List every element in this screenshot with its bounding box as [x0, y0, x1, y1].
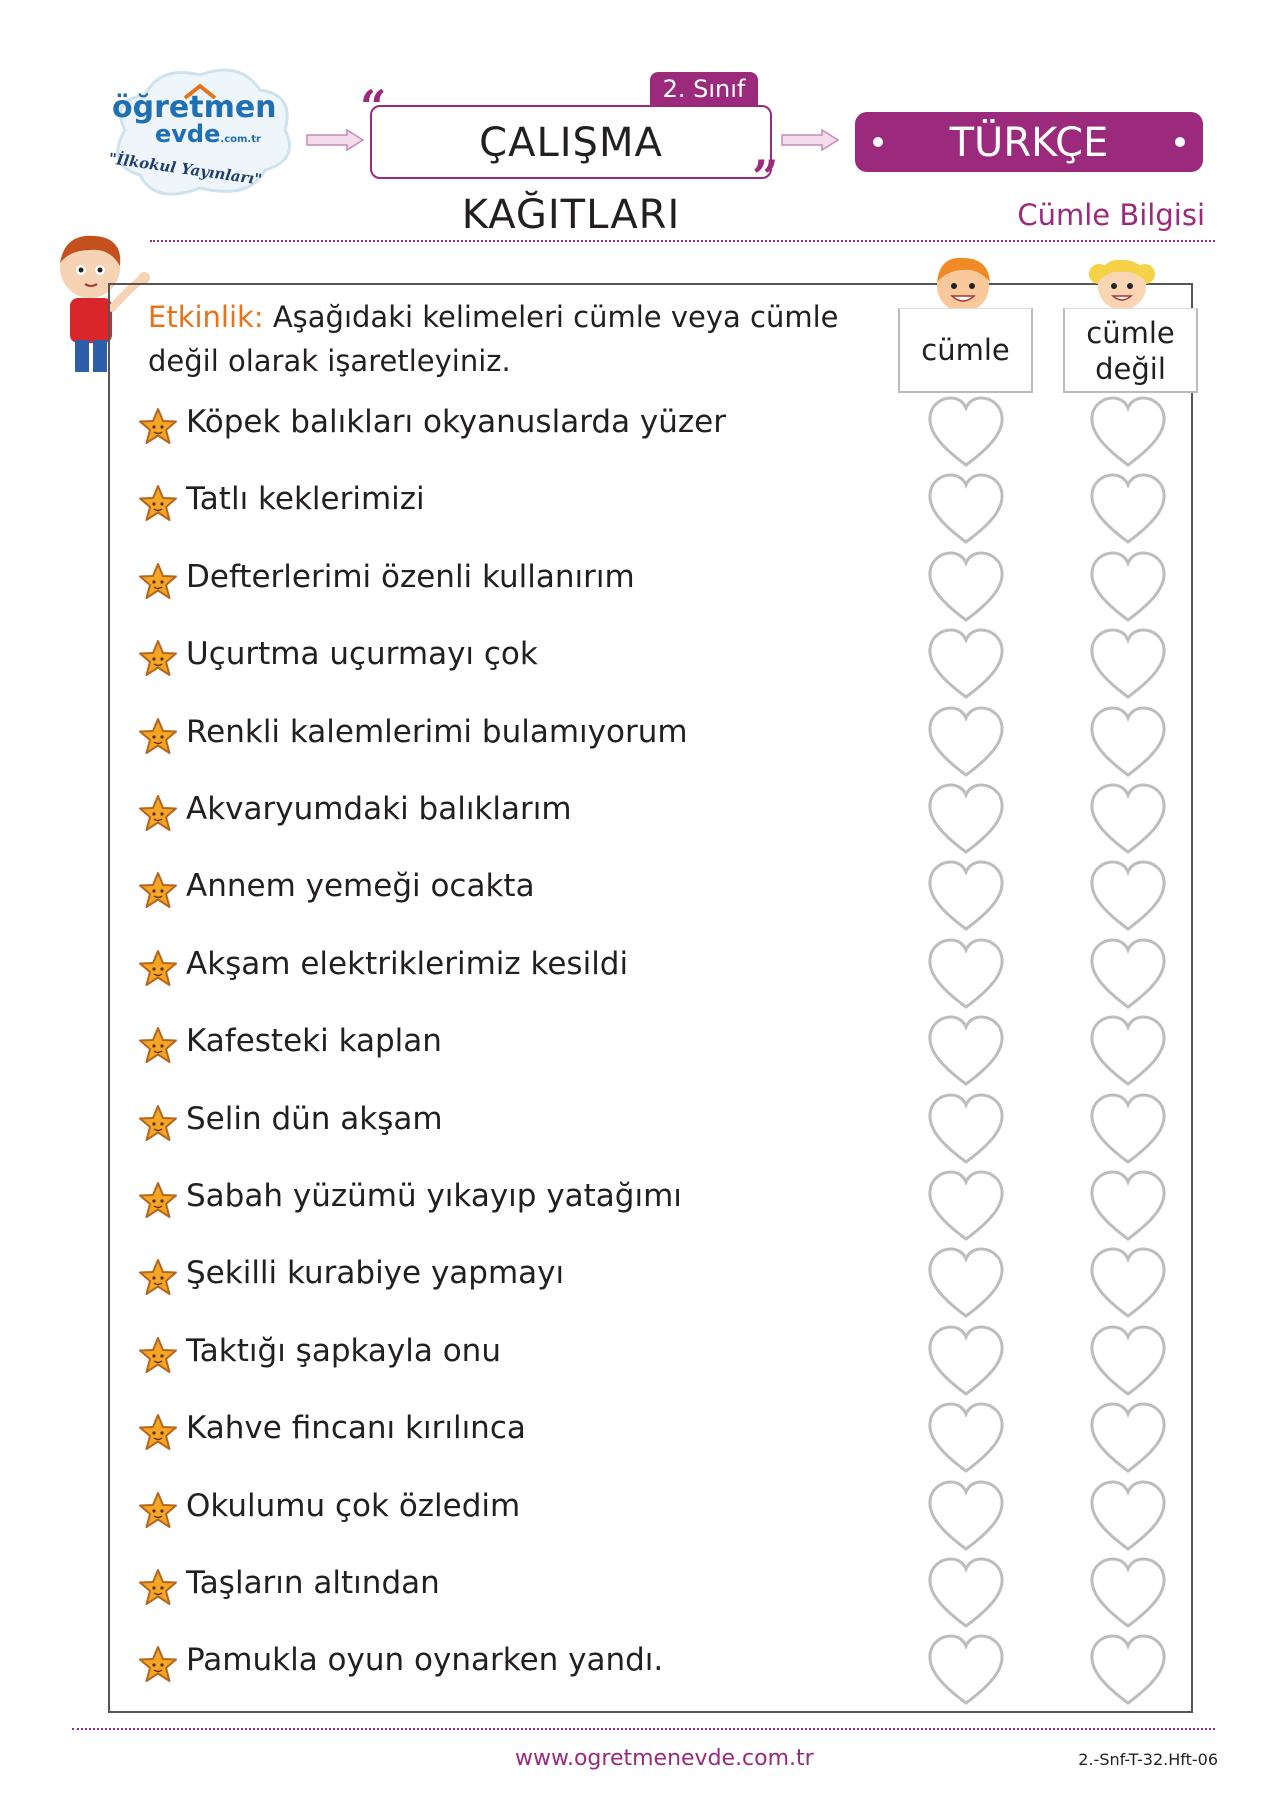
- heart-checkbox-not-sentence[interactable]: [1088, 1092, 1168, 1166]
- bullet-icon: [1175, 137, 1185, 147]
- arrow-icon: [780, 128, 840, 152]
- heart-checkbox-not-sentence[interactable]: [1088, 627, 1168, 701]
- bullet-icon: [873, 137, 883, 147]
- heart-checkbox-not-sentence[interactable]: [1088, 782, 1168, 856]
- heart-checkbox-not-sentence[interactable]: [1088, 395, 1168, 469]
- heart-checkbox-sentence[interactable]: [926, 627, 1006, 701]
- heart-checkbox-not-sentence[interactable]: [1088, 705, 1168, 779]
- heart-checkbox-not-sentence[interactable]: [1088, 859, 1168, 933]
- column-header-not-sentence-line2: değil: [1095, 352, 1166, 386]
- heart-checkbox-sentence[interactable]: [926, 550, 1006, 624]
- list-item: [138, 632, 1178, 692]
- list-item: [138, 1638, 1178, 1698]
- logo-line1: öğretmen: [112, 90, 277, 125]
- star-icon: [138, 1412, 178, 1452]
- star-icon: [138, 1103, 178, 1143]
- column-header-not-sentence: [1063, 308, 1198, 393]
- star-icon: [138, 1490, 178, 1530]
- star-icon: [138, 716, 178, 756]
- item-text: Sabah yüzümü yıkayıp yatağımı: [186, 1178, 682, 1214]
- logo-tagline: "İlkokul Yayınları": [107, 149, 264, 189]
- star-icon: [138, 1257, 178, 1297]
- list-item: [138, 1019, 1178, 1079]
- heart-checkbox-sentence[interactable]: [926, 1633, 1006, 1707]
- star-icon: [138, 638, 178, 678]
- heart-checkbox-not-sentence[interactable]: [1088, 1401, 1168, 1475]
- list-item: [138, 864, 1178, 924]
- girl-face-icon: [1087, 252, 1157, 314]
- heart-checkbox-not-sentence[interactable]: [1088, 1633, 1168, 1707]
- star-icon: [138, 948, 178, 988]
- divider: [150, 240, 1215, 242]
- arrow-icon: [305, 128, 365, 152]
- instructions: [148, 295, 888, 383]
- logo-suffix: .com.tr: [220, 134, 261, 145]
- column-header-sentence-label: cümle: [921, 333, 1010, 367]
- heart-checkbox-sentence[interactable]: [926, 1169, 1006, 1243]
- star-icon: [138, 1567, 178, 1607]
- item-text: Defterlerimi özenli kullanırım: [186, 559, 635, 595]
- list-item: [138, 942, 1178, 1002]
- heart-checkbox-sentence[interactable]: [926, 1401, 1006, 1475]
- list-item: [138, 1561, 1178, 1621]
- list-item: [138, 1251, 1178, 1311]
- instructions-text: Aşağıdaki kelimeleri cümle veya cümle değil olarak işaretleyiniz.: [148, 300, 839, 378]
- item-text: Tatlı keklerimizi: [186, 481, 425, 517]
- heart-checkbox-not-sentence[interactable]: [1088, 550, 1168, 624]
- star-icon: [138, 406, 178, 446]
- heart-checkbox-sentence[interactable]: [926, 395, 1006, 469]
- list-item: [138, 1406, 1178, 1466]
- instructions-label: Etkinlik:: [148, 300, 264, 334]
- topic-label: Cümle Bilgisi: [1017, 198, 1205, 232]
- heart-checkbox-not-sentence[interactable]: [1088, 1479, 1168, 1553]
- item-text: Taktığı şapkayla onu: [186, 1333, 501, 1369]
- heart-checkbox-sentence[interactable]: [926, 1092, 1006, 1166]
- item-text: Şekilli kurabiye yapmayı: [186, 1255, 565, 1291]
- subject-label: TÜRKÇE: [949, 120, 1109, 166]
- item-text: Annem yemeği ocakta: [186, 868, 535, 904]
- heart-checkbox-not-sentence[interactable]: [1088, 1246, 1168, 1320]
- star-icon: [138, 483, 178, 523]
- item-text: Kahve fincanı kırılınca: [186, 1410, 526, 1446]
- item-text: Renkli kalemlerimi bulamıyorum: [186, 714, 688, 750]
- heart-checkbox-sentence[interactable]: [926, 859, 1006, 933]
- heart-checkbox-sentence[interactable]: [926, 472, 1006, 546]
- heart-checkbox-sentence[interactable]: [926, 937, 1006, 1011]
- close-quote-icon: ”: [752, 150, 779, 204]
- list-item: [138, 1174, 1178, 1234]
- star-icon: [138, 561, 178, 601]
- subject-badge: [855, 112, 1203, 172]
- heart-checkbox-sentence[interactable]: [926, 782, 1006, 856]
- heart-checkbox-not-sentence[interactable]: [1088, 1169, 1168, 1243]
- item-text: Akşam elektriklerimiz kesildi: [186, 946, 629, 982]
- heart-checkbox-not-sentence[interactable]: [1088, 472, 1168, 546]
- item-text: Pamukla oyun oynarken yandı.: [186, 1642, 664, 1678]
- heart-checkbox-sentence[interactable]: [926, 705, 1006, 779]
- item-text: Uçurtma uçurmayı çok: [186, 636, 538, 672]
- star-icon: [138, 1025, 178, 1065]
- boy-face-icon: [928, 252, 998, 314]
- logo-evde: evde: [155, 120, 221, 148]
- footer-url[interactable]: www.ogretmenevde.com.tr: [515, 1746, 814, 1771]
- star-icon: [138, 793, 178, 833]
- item-text: Köpek balıkları okyanuslarda yüzer: [186, 404, 727, 440]
- heart-checkbox-sentence[interactable]: [926, 1479, 1006, 1553]
- star-icon: [138, 870, 178, 910]
- heart-checkbox-sentence[interactable]: [926, 1324, 1006, 1398]
- item-text: Kafesteki kaplan: [186, 1023, 442, 1059]
- open-quote-icon: “: [360, 80, 387, 134]
- heart-checkbox-not-sentence[interactable]: [1088, 937, 1168, 1011]
- list-item: [138, 555, 1178, 615]
- column-header-sentence: [898, 308, 1033, 393]
- page-title: ÇALIŞMA KAĞITLARI: [370, 105, 772, 179]
- heart-checkbox-sentence[interactable]: [926, 1556, 1006, 1630]
- grade-badge: 2. Sınıf: [650, 72, 758, 106]
- site-logo: [100, 60, 300, 210]
- star-icon: [138, 1180, 178, 1220]
- star-icon: [138, 1335, 178, 1375]
- list-item: [138, 1097, 1178, 1157]
- list-item: [138, 1484, 1178, 1544]
- star-icon: [138, 1644, 178, 1684]
- list-item: [138, 477, 1178, 537]
- item-text: Taşların altından: [186, 1565, 440, 1601]
- item-text: Akvaryumdaki balıklarım: [186, 791, 572, 827]
- column-header-not-sentence-line1: cümle: [1086, 316, 1175, 350]
- list-item: [138, 400, 1178, 460]
- heart-checkbox-sentence[interactable]: [926, 1014, 1006, 1088]
- list-item: [138, 787, 1178, 847]
- heart-checkbox-not-sentence[interactable]: [1088, 1556, 1168, 1630]
- item-text: Okulumu çok özledim: [186, 1488, 521, 1524]
- heart-checkbox-not-sentence[interactable]: [1088, 1324, 1168, 1398]
- item-text: Selin dün akşam: [186, 1101, 443, 1137]
- heart-checkbox-not-sentence[interactable]: [1088, 1014, 1168, 1088]
- footer-divider: [72, 1728, 1215, 1730]
- list-item: [138, 710, 1178, 770]
- footer-code: 2.-Snf-T-32.Hft-06: [1078, 1750, 1218, 1769]
- list-item: [138, 1329, 1178, 1389]
- logo-line2: [155, 120, 261, 148]
- heart-checkbox-sentence[interactable]: [926, 1246, 1006, 1320]
